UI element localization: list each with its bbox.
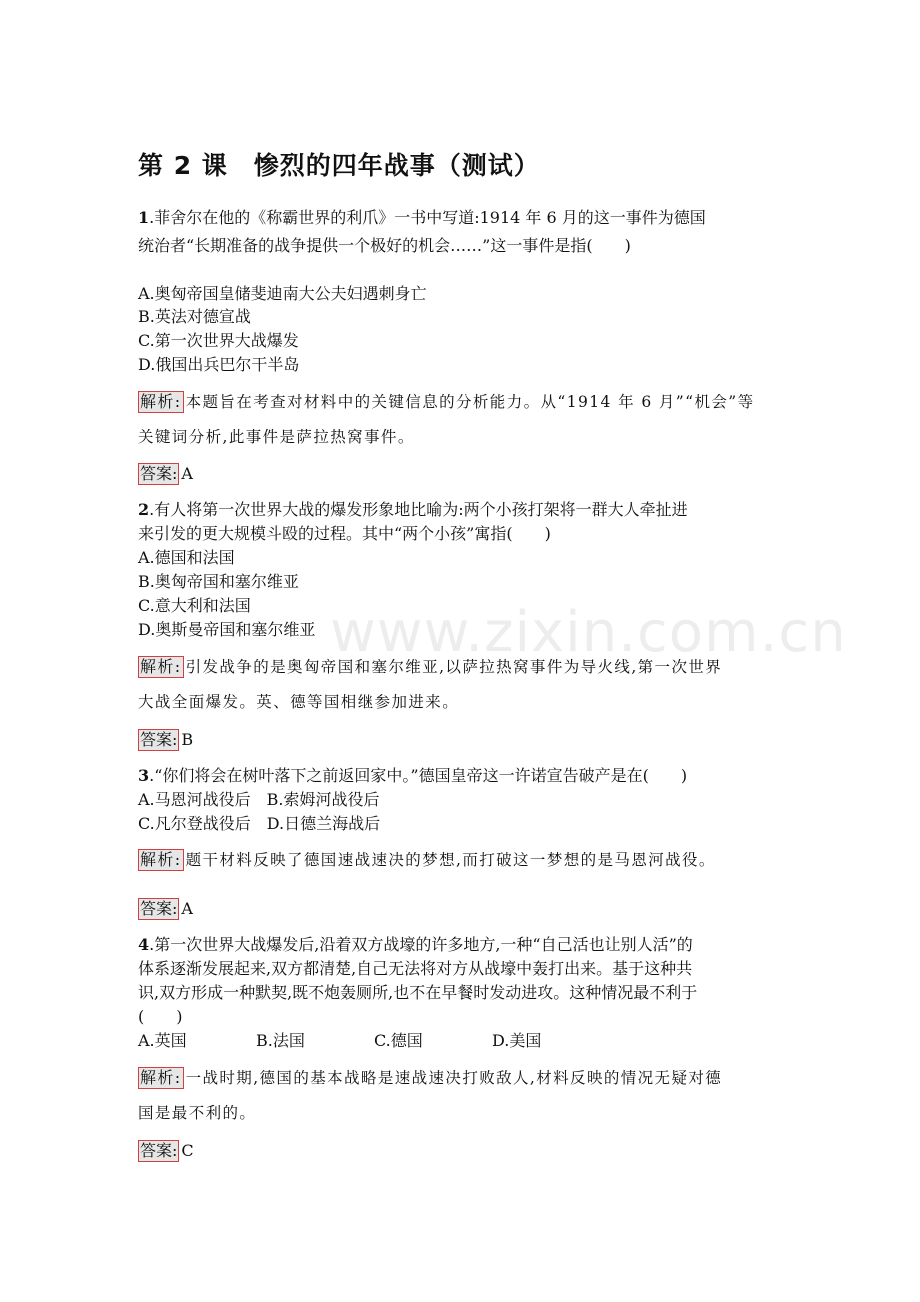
question-number: 2 <box>138 500 150 519</box>
analysis-label: 解析: <box>140 850 182 869</box>
question-1-line-2: 统治者“长期准备的战争提供一个极好的机会……”这一事件是指( ) <box>138 236 631 255</box>
question-number: 1 <box>138 208 150 227</box>
option-b: B.奥匈帝国和塞尔维亚 <box>138 572 299 591</box>
option-d: D.俄国出兵巴尔干半岛 <box>138 355 300 374</box>
question-number: 4 <box>138 935 150 954</box>
analysis-4-cont: 国是最不利的。 <box>138 1104 257 1122</box>
answer-label: 答案: <box>140 730 178 749</box>
answer-value: C <box>181 1141 194 1160</box>
question-4-line-3: 识,双方形成一种默契,既不炮轰厕所,也不在早餐时发动进攻。这种情况最不利于 <box>138 983 698 1002</box>
question-4-line-4: ( ) <box>138 1007 183 1026</box>
option-c: C.德国 <box>374 1031 423 1050</box>
question-text: .有人将第一次世界大战的爆发形象地比喻为:两个小孩打架将一群大人牵扯进 <box>149 500 688 519</box>
question-text: .第一次世界大战爆发后,沿着双方战壕的许多地方,一种“自己活也让别人活”的 <box>149 935 693 954</box>
question-text: .“你们将会在树叶落下之前返回家中。”德国皇帝这一许诺宣告破产是在( ) <box>149 766 688 785</box>
analysis-text: 引发战争的是奥匈帝国和塞尔维亚,以萨拉热窝事件为导火线,第一次世界 <box>185 658 723 676</box>
analysis-1 <box>138 391 754 413</box>
analysis-text: 题干材料反映了德国速战速决的梦想,而打破这一梦想的是马恩河战役。 <box>185 851 716 869</box>
option-b: B.英法对德宣战 <box>138 307 251 326</box>
answer-value: B <box>181 730 194 749</box>
analysis-text: 一战时期,德国的基本战略是速战速决打败敌人,材料反映的情况无疑对德 <box>185 1069 723 1087</box>
answer-2 <box>138 729 193 751</box>
option-a: A.德国和法国 <box>138 548 235 567</box>
option-c: C.意大利和法国 <box>138 596 251 615</box>
answer-1 <box>138 463 193 485</box>
answer-value: A <box>181 899 193 918</box>
question-2-line-1 <box>138 500 688 520</box>
analysis-3 <box>138 849 716 871</box>
question-number: 3 <box>138 766 150 785</box>
answer-4 <box>138 1140 194 1162</box>
analysis-text: 本题旨在考查对材料中的关键信息的分析能力。从“1914 年 6 月”“机会”等 <box>185 393 755 411</box>
answer-label: 答案: <box>140 1141 178 1160</box>
options-4 <box>138 1031 610 1051</box>
question-3-line-1 <box>138 766 687 786</box>
option-a: A.英国 <box>138 1031 187 1050</box>
answer-3 <box>138 898 193 920</box>
analysis-label: 解析: <box>140 1068 182 1087</box>
options-3-row-2: C.凡尔登战役后 D.日德兰海战后 <box>138 814 381 833</box>
option-c: C.第一次世界大战爆发 <box>138 331 299 350</box>
watermark: www.zixin.com.cn <box>330 600 847 665</box>
analysis-4 <box>138 1067 722 1089</box>
option-b: B.法国 <box>256 1031 305 1050</box>
option-d: D.美国 <box>492 1031 542 1050</box>
analysis-2-cont: 大战全面爆发。英、德等国相继参加进来。 <box>138 693 460 711</box>
question-4-line-1 <box>138 935 693 955</box>
question-1-line-1 <box>138 208 706 228</box>
options-3-row-1: A.马恩河战役后 B.索姆河战役后 <box>138 790 380 809</box>
question-2-line-2: 来引发的更大规模斗殴的过程。其中“两个小孩”寓指( ) <box>138 524 551 543</box>
question-text: .菲舍尔在他的《称霸世界的利爪》一书中写道:1914 年 6 月的这一事件为德国 <box>149 208 706 227</box>
option-a: A.奥匈帝国皇储斐迪南大公夫妇遇刺身亡 <box>138 284 427 303</box>
page-title: 第 2 课 惨烈的四年战事（测试） <box>138 151 540 180</box>
analysis-label: 解析: <box>140 392 182 411</box>
analysis-2 <box>138 656 722 678</box>
answer-label: 答案: <box>140 899 178 918</box>
analysis-label: 解析: <box>140 657 182 676</box>
analysis-1-cont: 关键词分析,此事件是萨拉热窝事件。 <box>138 428 415 446</box>
question-4-line-2: 体系逐渐发展起来,双方都清楚,自己无法将对方从战壕中轰打出来。基于这种共 <box>138 959 693 978</box>
answer-value: A <box>181 464 193 483</box>
option-d: D.奥斯曼帝国和塞尔维亚 <box>138 620 316 639</box>
answer-label: 答案: <box>140 464 178 483</box>
